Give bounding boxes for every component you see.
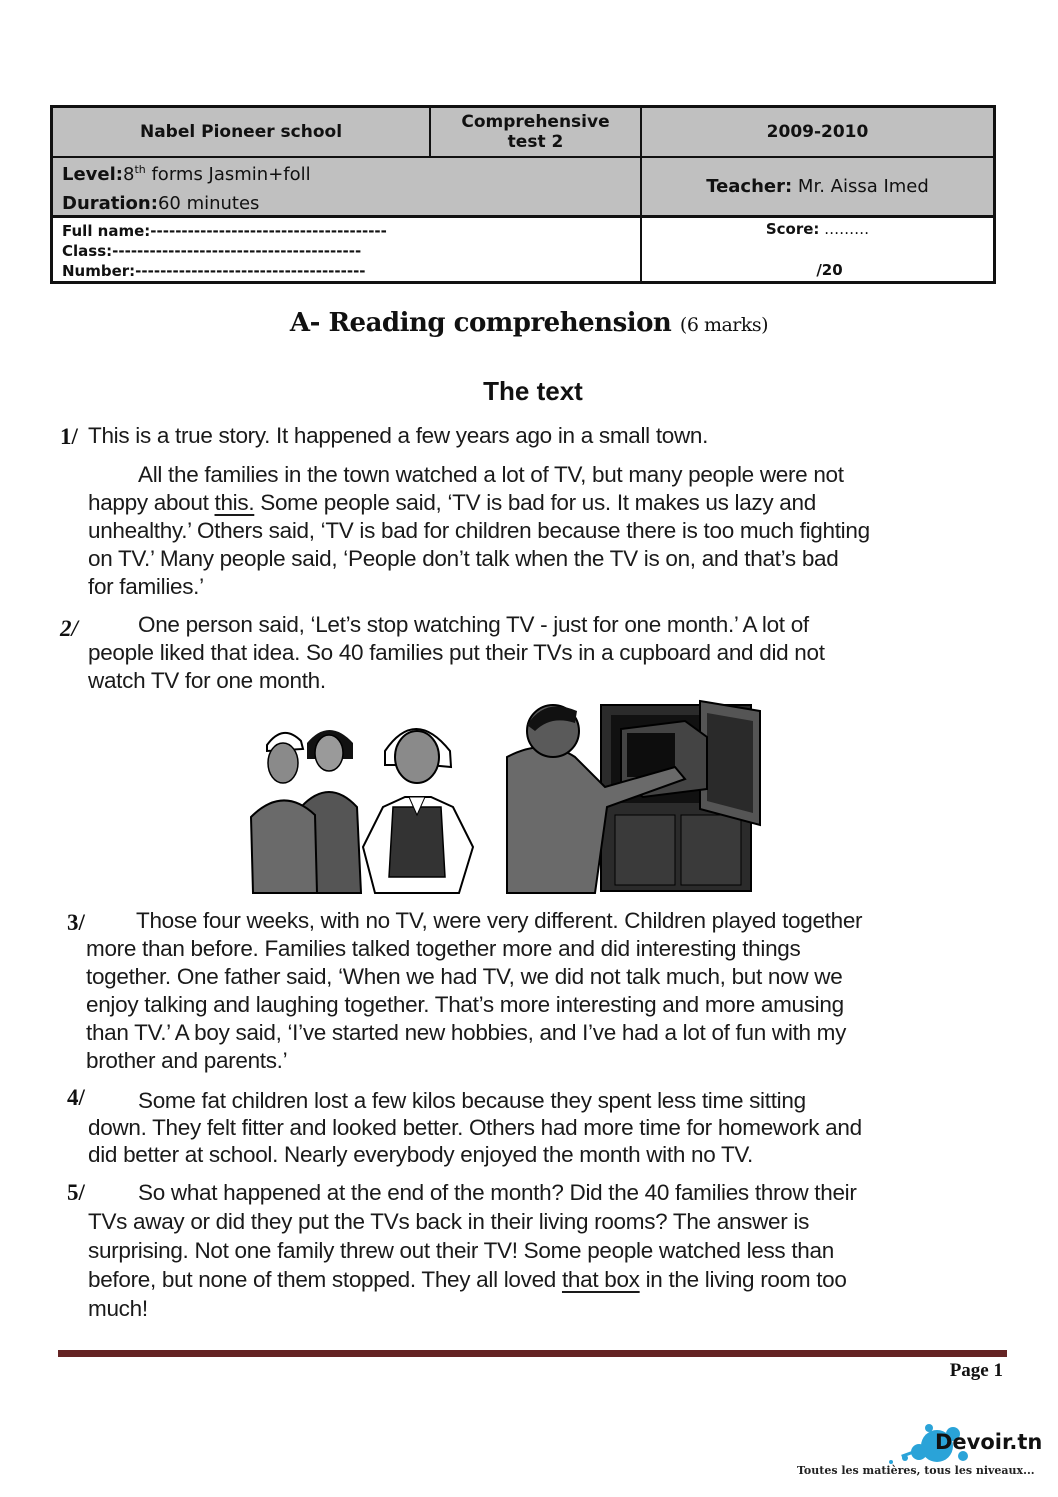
tv-cupboard-illustration (245, 697, 790, 895)
number-label: Number: (62, 262, 136, 280)
section-title-text: A- Reading comprehension (289, 308, 672, 338)
full-name-blank: -------------------------------------- (150, 222, 387, 240)
class-blank: ---------------------------------------- (112, 242, 362, 260)
score-blank: ……… (819, 220, 870, 238)
teacher-label: Teacher (706, 176, 785, 197)
header-table (50, 105, 996, 284)
year-cell (642, 108, 993, 158)
student-info-cell (53, 218, 642, 281)
paragraph-number: 3/ (67, 910, 85, 935)
score-total: /20 (816, 261, 843, 279)
text-span: happy about (88, 490, 215, 515)
text-line: people liked that idea. So 40 families put their TVs in a cupboard and did not (88, 640, 825, 665)
text-line: Some fat children lost a few kilos because they spent less time sitting (138, 1088, 806, 1113)
paragraph-number: 4/ (67, 1085, 85, 1110)
devoir-logo[interactable] (795, 1420, 1050, 1494)
text-span: in the living room too (639, 1267, 847, 1292)
section-marks: (6 marks) (679, 314, 769, 336)
logo-name: Devoir.tn (935, 1430, 1043, 1454)
text-line: much! (88, 1296, 148, 1321)
number-field[interactable] (62, 261, 640, 281)
section-title (0, 308, 1058, 338)
level-line: Level:8th forms Jasmin+foll (62, 163, 311, 185)
level-suffix: th (134, 163, 146, 176)
paragraph-number: 5/ (67, 1180, 85, 1205)
class-field[interactable] (62, 241, 640, 261)
page-number: Page 1 (949, 1360, 1003, 1381)
text-line: TVs away or did they put the TVs back in their living rooms? The answer is (88, 1209, 810, 1234)
duration-value: 60 minutes (157, 193, 260, 214)
text-line: than TV.’ A boy said, ‘I’ve started new hobbies, and I’ve had a lot of fun with my (86, 1020, 847, 1045)
teacher-name: Mr. Aissa Imed (792, 176, 929, 197)
text-line: together. One father said, ‘When we had TV, we did not talk much, but now we (86, 964, 843, 989)
paragraph-number: 1/ (60, 424, 78, 449)
teacher-cell: Teacher: Mr. Aissa Imed (642, 158, 993, 218)
text-line: enjoy talking and laughing together. That’s more interesting and more amusing (86, 992, 844, 1017)
level-label: Level (62, 164, 116, 185)
level-forms: forms Jasmin+foll (145, 164, 311, 185)
number-blank: ------------------------------------- (135, 262, 366, 280)
full-name-field[interactable] (62, 221, 640, 241)
text-line: unhealthy.’ Others said, ‘TV is bad for children because there is too much fighting (88, 518, 870, 543)
text-line: This is a true story. It happened a few years ago in a small town. (88, 423, 709, 448)
text-line: down. They felt fitter and looked better. Others had more time for homework and (88, 1115, 862, 1140)
test-title-line1: Comprehensive (461, 112, 610, 132)
level-duration-cell (53, 158, 642, 218)
footer-rule (58, 1350, 1007, 1357)
text-span: Some people said, ‘TV is bad for us. It makes us lazy and (254, 490, 816, 515)
paragraph-number: 2/ (60, 616, 78, 641)
school-name: Nabel Pioneer school (139, 122, 343, 142)
duration-line: Duration:60 minutes (62, 193, 260, 214)
full-name-label: Full name: (62, 222, 151, 240)
text-line: So what happened at the end of the month? Did the 40 families throw their (138, 1180, 857, 1205)
score-cell (642, 218, 993, 281)
underlined-phrase-that-box: that box (561, 1267, 640, 1292)
text-line: more than before. Families talked together more and did interesting things (86, 936, 801, 961)
level-number: 8 (123, 164, 135, 185)
text-line: watch TV for one month. (88, 668, 326, 693)
text-line: for families.’ (88, 574, 204, 599)
score-line (642, 220, 993, 238)
school-cell (53, 108, 431, 158)
text-span: before, but none of them stopped. They all loved (88, 1267, 562, 1292)
text-line: brother and parents.’ (86, 1048, 288, 1073)
text-line: did better at school. Nearly everybody enjoyed the month with no TV. (88, 1142, 754, 1167)
test-cell (431, 108, 642, 158)
text-subtitle: The text (483, 376, 583, 406)
text-line (88, 490, 816, 516)
text-line: Those four weeks, with no TV, were very different. Children played together (136, 908, 863, 933)
duration-label: Duration (62, 193, 151, 214)
text-line: One person said, ‘Let’s stop watching TV - just for one month.’ A lot of (138, 612, 809, 637)
logo-tagline: Toutes les matières, tous les niveaux... (797, 1464, 1035, 1477)
text-line: surprising. Not one family threw out their TV! Some people watched less than (88, 1238, 834, 1263)
school-year: 2009-2010 (766, 122, 869, 142)
score-label: Score: (765, 220, 820, 238)
text-line: on TV.’ Many people said, ‘People don’t talk when the TV is on, and that’s bad (88, 546, 839, 571)
class-label: Class: (62, 242, 113, 260)
woman-figure (363, 729, 473, 893)
text-line (88, 1267, 847, 1293)
test-title-line2: test 2 (507, 132, 564, 152)
text-line: All the families in the town watched a lot of TV, but many people were not (138, 462, 844, 487)
underlined-word-this: this. (214, 490, 255, 515)
